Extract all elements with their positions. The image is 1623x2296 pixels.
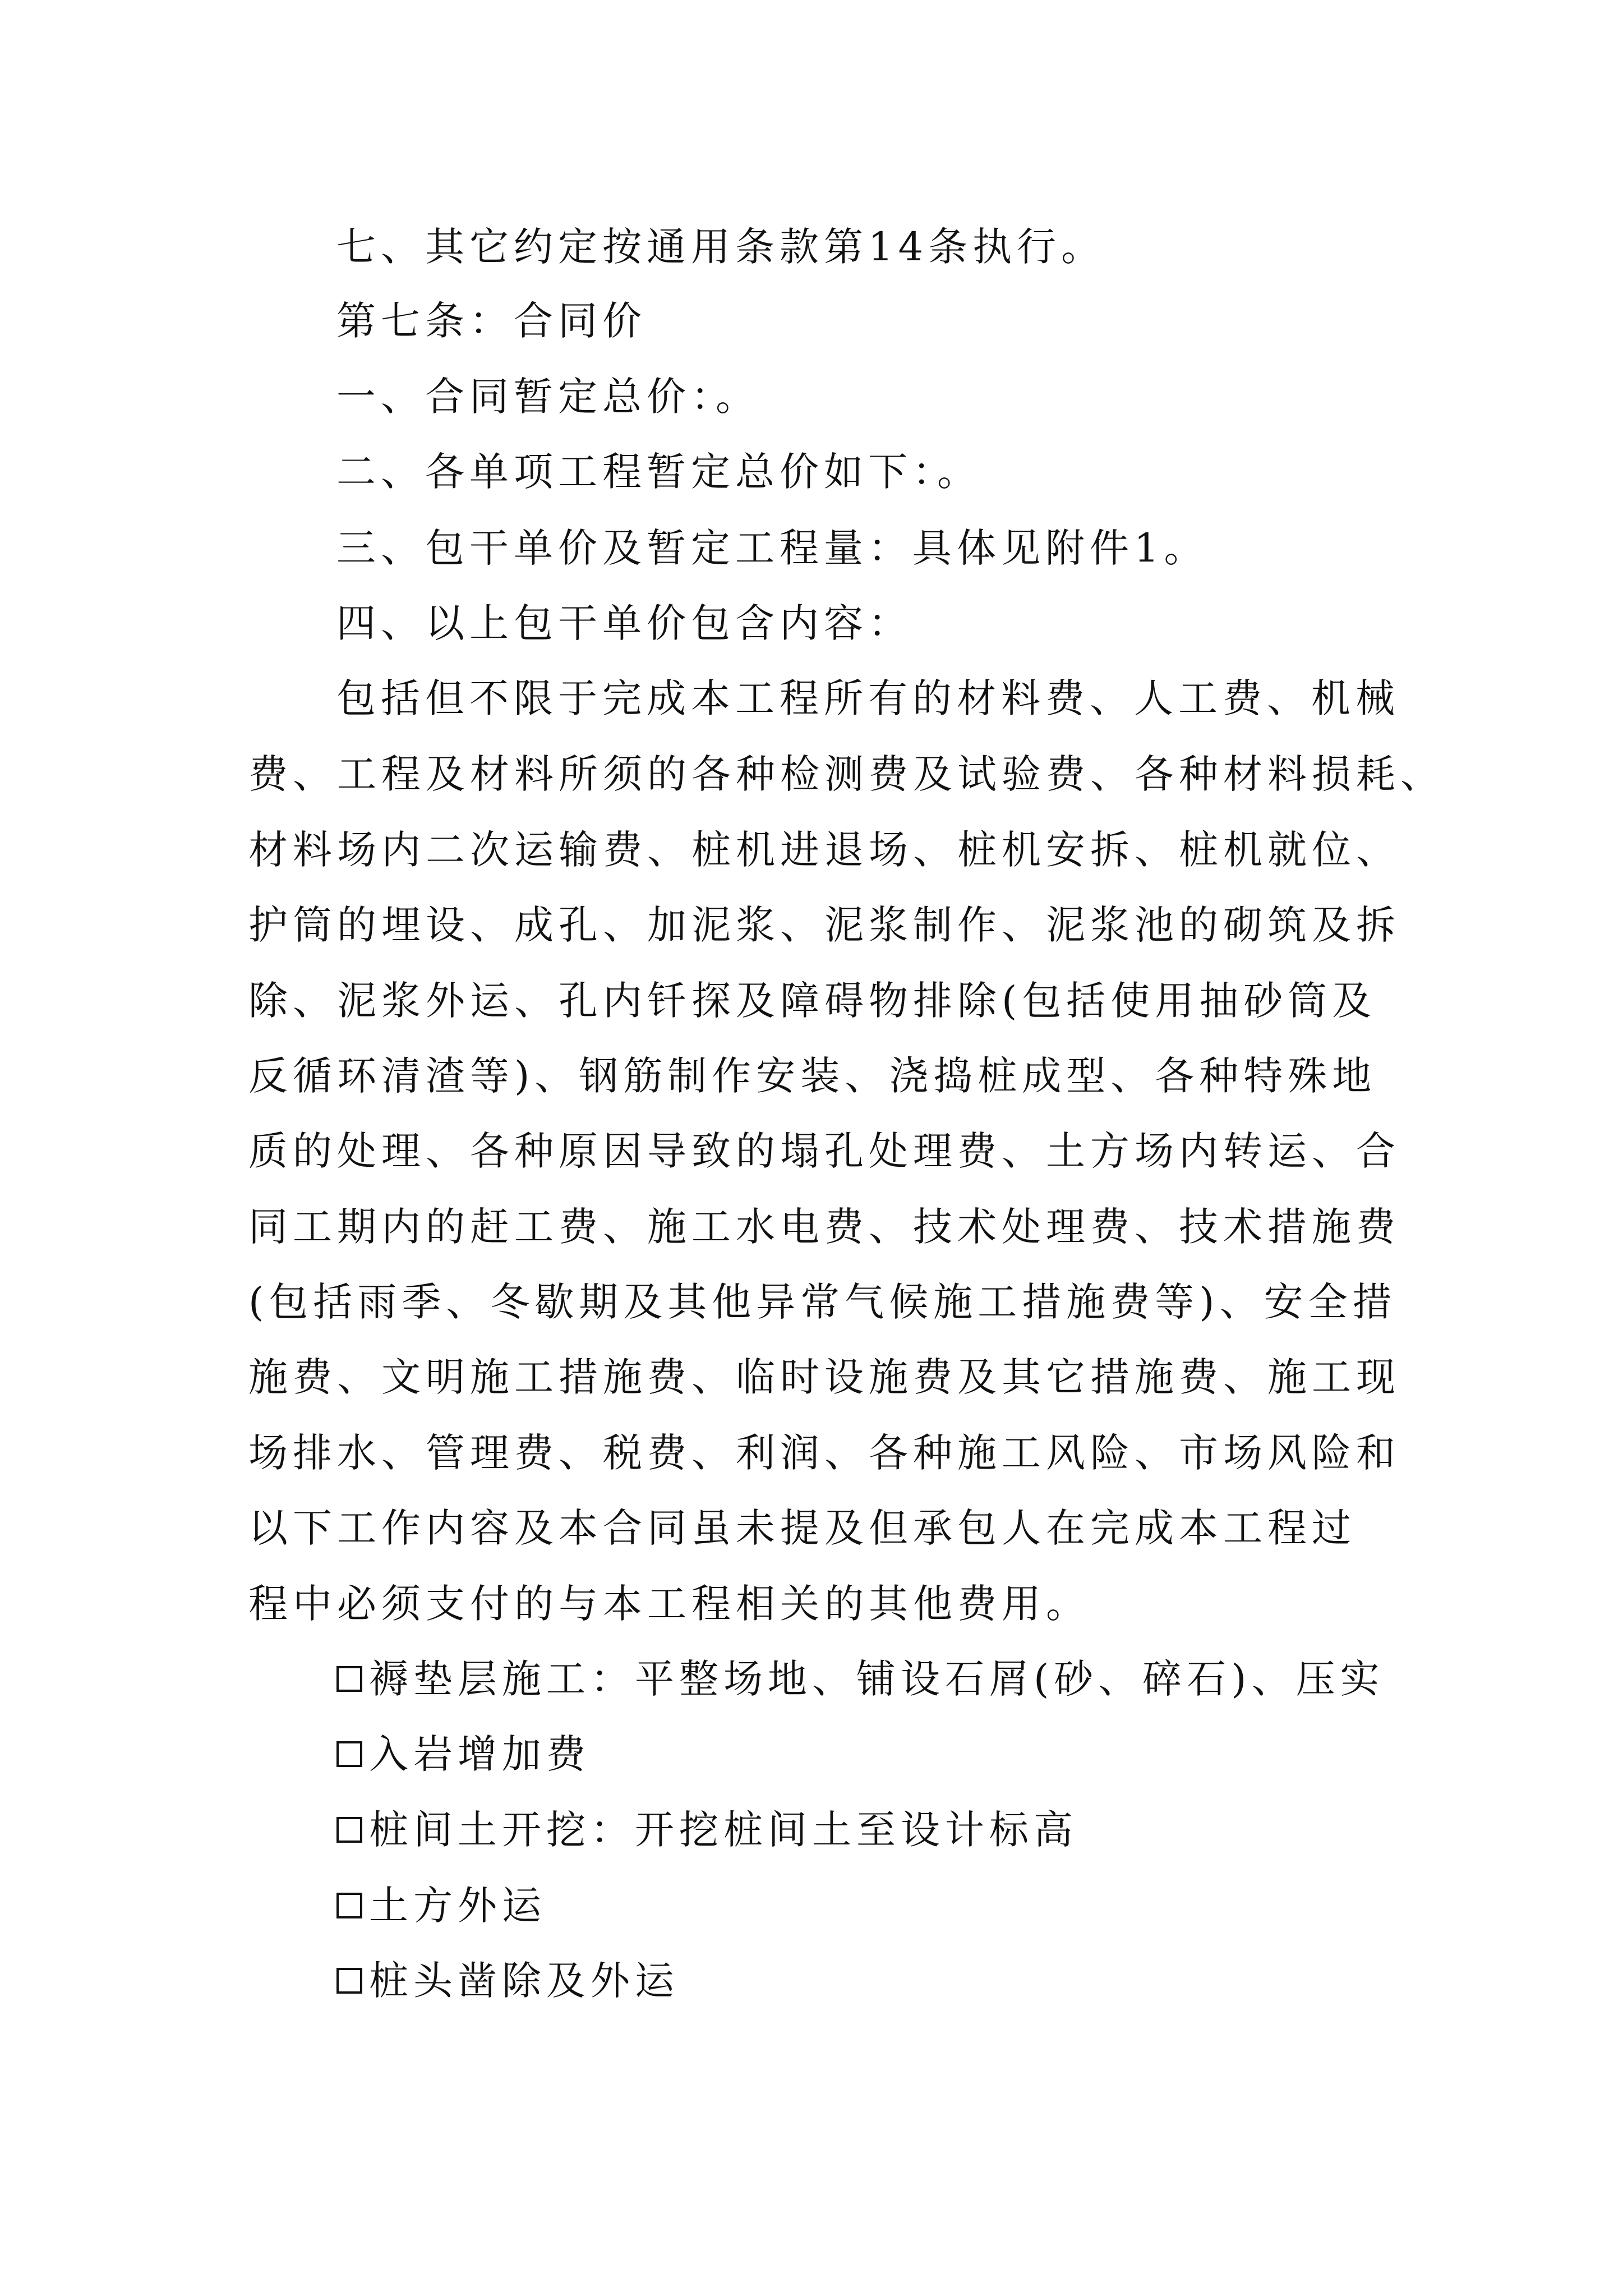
paragraph-line: 程中必须支付的与本工程相关的其他费用。 bbox=[248, 1581, 1090, 1627]
paragraph-line: 护筒的埋设、成孔、加泥浆、泥浆制作、泥浆池的砌筑及拆 bbox=[248, 902, 1400, 948]
checklist-item-label: 入岩增加费 bbox=[369, 1731, 591, 1777]
checklist-item-label: 褥垫层施工：平整场地、铺设石屑(砂、碎石)、压实 bbox=[369, 1656, 1385, 1702]
checkbox[interactable] bbox=[336, 1817, 362, 1843]
paragraph-line: 场排水、管理费、税费、利润、各种施工风险、市场风险和 bbox=[248, 1430, 1400, 1476]
checkbox[interactable] bbox=[336, 1968, 362, 1994]
checklist-item-cushion-layer bbox=[336, 1656, 1385, 1702]
checkbox[interactable] bbox=[336, 1741, 362, 1767]
checklist-item-earth-transport bbox=[336, 1883, 546, 1929]
paragraph-line: 包括但不限于完成本工程所有的材料费、人工费、机械 bbox=[336, 675, 1400, 721]
paragraph-line: 费、工程及材料所须的各种检测费及试验费、各种材料损耗、 bbox=[248, 751, 1445, 797]
paragraph-line: 反循环清渣等)、钢筋制作安装、浇捣桩成型、各种特殊地 bbox=[248, 1053, 1377, 1099]
checklist-item-label: 桩间土开挖：开挖桩间土至设计标高 bbox=[369, 1807, 1078, 1853]
clause-4-unit-price-contents: 四、以上包干单价包含内容： bbox=[336, 600, 912, 646]
checklist-item-soil-excavation bbox=[336, 1807, 1078, 1853]
paragraph-line: (包括雨季、冬歇期及其他异常气候施工措施费等)、安全措 bbox=[248, 1279, 1397, 1325]
checkbox[interactable] bbox=[336, 1893, 362, 1918]
paragraph-line: 以下工作内容及本合同虽未提及但承包人在完成本工程过 bbox=[248, 1505, 1356, 1551]
paragraph-line: 材料场内二次运输费、桩机进退场、桩机安拆、桩机就位、 bbox=[248, 827, 1400, 873]
paragraph-line: 除、泥浆外运、孔内钎探及障碍物排除(包括使用抽砂筒及 bbox=[248, 978, 1377, 1024]
article-7-heading: 第七条：合同价 bbox=[336, 298, 647, 344]
clause-2-item-prices: 二、各单项工程暂定总价如下：。 bbox=[336, 449, 981, 495]
paragraph-line: 质的处理、各种原因导致的塌孔处理费、土方场内转运、合 bbox=[248, 1128, 1400, 1174]
clause-3-unit-price: 三、包干单价及暂定工程量：具体见附件1。 bbox=[336, 525, 1209, 571]
checklist-item-pile-head-removal bbox=[336, 1958, 679, 2004]
paragraph-line: 施费、文明施工措施费、临时设施费及其它措施费、施工现 bbox=[248, 1354, 1400, 1400]
clause-7-other-terms: 七、其它约定按通用条款第14条执行。 bbox=[336, 224, 1106, 270]
checklist-item-label: 土方外运 bbox=[369, 1883, 546, 1929]
checkbox[interactable] bbox=[336, 1666, 362, 1692]
checklist-item-rock-entry bbox=[336, 1731, 591, 1777]
paragraph-line: 同工期内的赶工费、施工水电费、技术处理费、技术措施费 bbox=[248, 1204, 1400, 1250]
clause-1-total-price: 一、合同暂定总价：。 bbox=[336, 374, 760, 420]
checklist-item-label: 桩头凿除及外运 bbox=[369, 1958, 679, 2004]
